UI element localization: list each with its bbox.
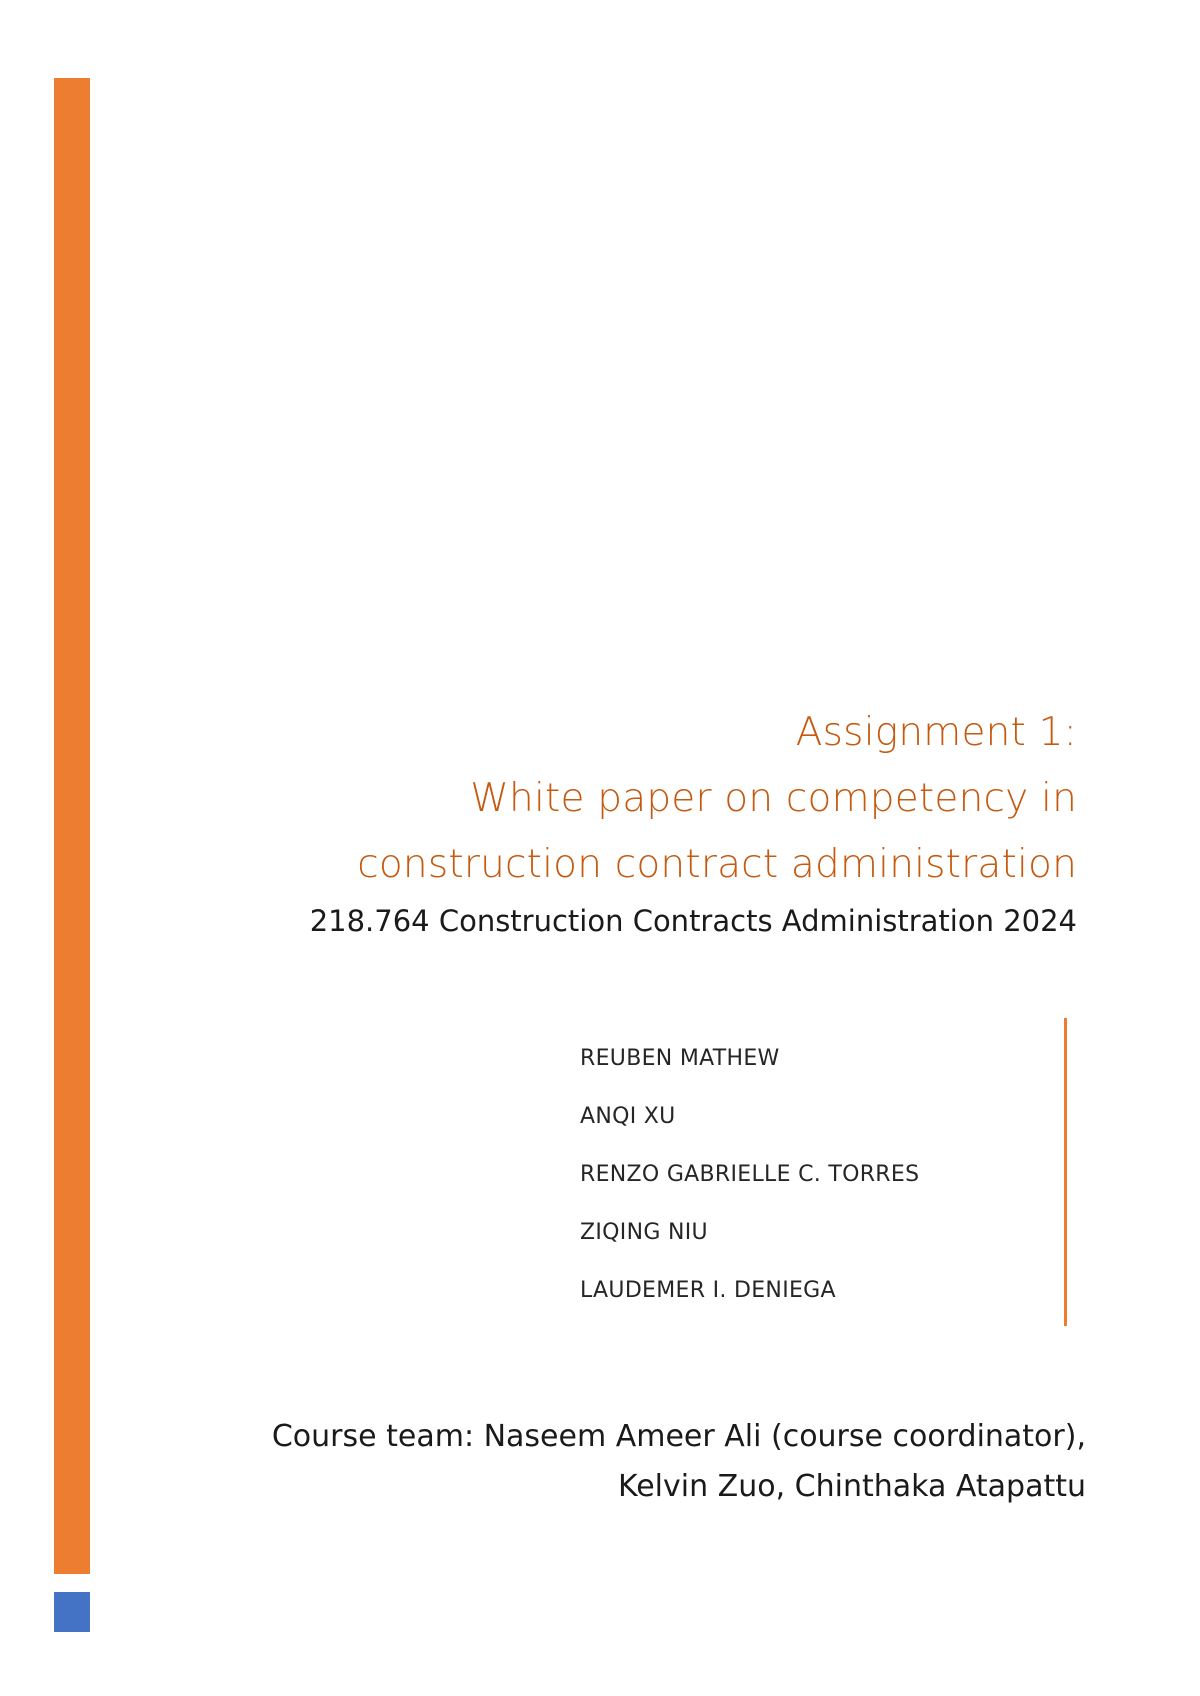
title-line-2: White paper on competency in xyxy=(470,776,1077,821)
title-line-1: Assignment 1: xyxy=(795,710,1077,755)
title-block xyxy=(177,700,1077,942)
author-name: ZIQING NIU xyxy=(580,1220,708,1245)
title-line-3: construction contract administration xyxy=(357,842,1077,887)
author-name: RENZO GABRIELLE C. TORRES xyxy=(580,1162,920,1187)
course-team-line-1: Course team: Naseem Ameer Ali (course coordinator), xyxy=(271,1419,1086,1454)
author-name: ANQI XU xyxy=(580,1104,676,1129)
author-name: LAUDEMER I. DENIEGA xyxy=(580,1278,836,1303)
author-divider-rule xyxy=(1064,1018,1067,1326)
author-list xyxy=(580,1030,919,1320)
author-name: REUBEN MATHEW xyxy=(580,1046,780,1071)
course-team-block xyxy=(86,1412,1086,1512)
course-team-line-2: Kelvin Zuo, Chinthaka Atapattu xyxy=(618,1469,1086,1504)
course-subtitle: 218.764 Construction Contracts Administration 2024 xyxy=(309,904,1077,938)
decorative-orange-bar xyxy=(54,78,90,1574)
decorative-blue-square xyxy=(54,1592,90,1632)
